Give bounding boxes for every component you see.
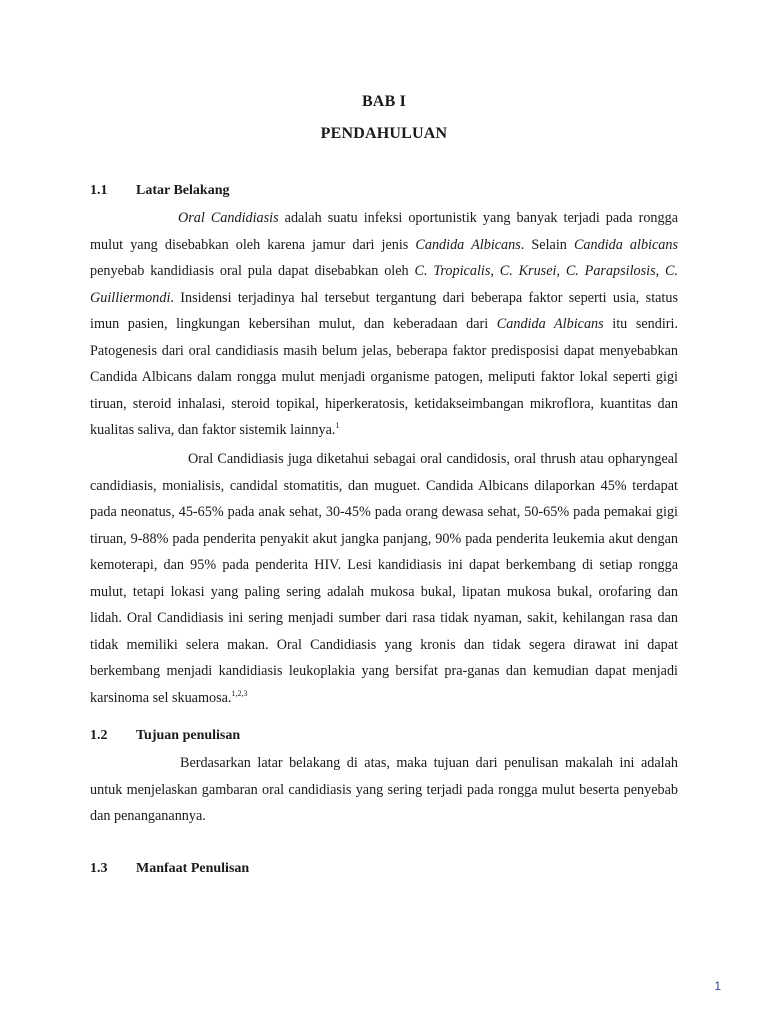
chapter-number: BAB I [361,93,407,110]
paragraph-tujuan [90,750,678,830]
text-run: itu sendiri. Patogenesis dari oral candidiasis masih belum jelas, beberapa faktor predisposisi dapat menyebabkan Candida Albicans dalam rongga mulut menjadi organisme patogen, meliputi faktor lokal seperti gigi tiruan, steroid inhalasi, steroid topikal, hiperkeratosis, ketidakseimbangan mikroflora, kuantitas dan kualitas saliva, dan faktor sistemik lainnya. [90,316,679,438]
section-number: 1.2 [90,728,108,743]
paragraph-latar-belakang-2 [90,446,678,711]
italic-term: C. Tropicalis [414,263,491,279]
section-number: 1.1 [90,183,108,198]
chapter-title: PENDAHULUAN [320,125,448,142]
footnote-ref: 1,2,3 [231,688,248,698]
italic-term: C. Guilliermondi [90,263,679,306]
text-run: penyebab kandidiasis oral pula dapat disebabkan oleh [90,263,415,279]
text-run: . Selain [520,236,574,253]
text-run: adalah suatu infeksi oportunistik yang banyak terjadi pada rongga mulut yang disebabkan oleh karena jamur dari jenis [90,210,679,253]
text-run: , [556,263,566,279]
section-title: Latar Belakang [136,183,230,198]
section-title: Manfaat Penulisan [136,861,250,876]
italic-term: C. Parapsilosis [565,263,656,279]
text-run: Oral Candidiasis juga diketahui sebagai oral candidosis, oral thrush atau opharyngeal candidiasis, monialisis, candidal stomatitis, dan muguet. Candida Albicans dilaporkan 45% terdapat pada neonatus, 45-65% pada anak sehat, 30-45% pada orang dewasa sehat, 50-65% pada pemakai gigi tiruan, 9-88% pada penderita penyakit akut jangka panjang, 90% pada penderita leukemia akut dengan kemoterapi, dan 95% pada penderita HIV. Lesi kandidiasis ini dapat berkembang di setiap rongga mulut, tetapi lokasi yang paling sering adalah mukosa bukal, lipatan mukosa bukal, orofaring dan lidah. Oral Candidiasis ini sering menjadi sumber dari rasa tidak nyaman, sakit, kehilangan rasa dan tidak memiliki selera makan. Oral Candidiasis yang kronis dan tidak segera dirawat ini dapat berkembang menjadi kandidiasis leukoplakia yang bersifat pra-ganas dan kemudian dapat menjadi karsinoma sel skuamosa. [90,451,678,706]
section-heading-1-1 [90,183,229,199]
text-run: , [655,263,666,279]
italic-term: Candida Albicans [415,236,521,253]
footnote-ref: 1 [335,421,340,430]
paragraph-latar-belakang-1 [90,205,678,444]
section-heading-1-2 [90,728,240,744]
italic-term: Oral Candidiasis [178,210,279,226]
italic-term: Candida albicans [573,236,678,253]
text-run: , [490,263,500,279]
italic-term: Candida Albicans [496,316,604,332]
page-number: 1 [714,979,721,993]
text-run: . Insidensi terjadinya hal tersebut tergantung dari beberapa faktor seperti usia, status imun pasien, lingkungan kebersihan mulut, dan keberadaan dari [90,289,678,332]
italic-term: C. Krusei [499,263,557,279]
section-number: 1.3 [90,861,108,876]
section-title: Tujuan penulisan [136,728,241,743]
section-heading-1-3 [90,861,249,877]
text-run: Berdasarkan latar belakang di atas, maka tujuan dari penulisan makalah ini adalah untuk menjelaskan gambaran oral candidiasis yang sering terjadi pada rongga mulut beserta penyebab dan penanganannya. [90,755,678,824]
